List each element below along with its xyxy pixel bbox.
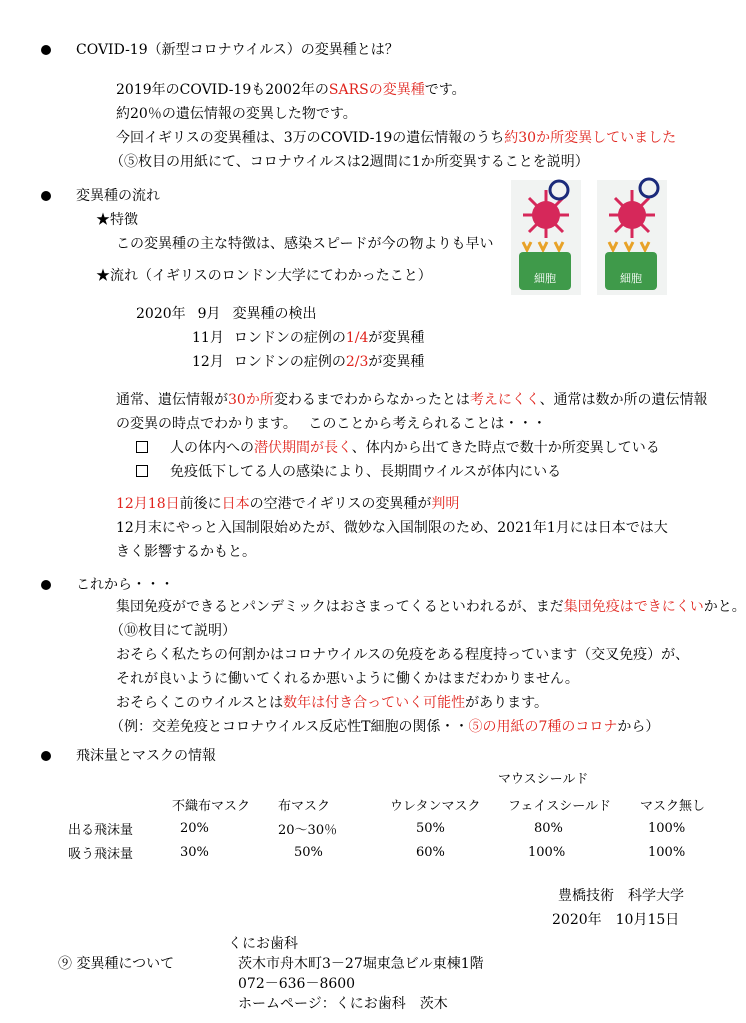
splash-table xyxy=(68,792,705,864)
text-line: おそらくこのウイルスとは数年は付き合っていく可能性があります。 xyxy=(116,695,549,711)
checkbox-square xyxy=(136,441,148,453)
section-heading: 変異種の流れ xyxy=(76,188,160,204)
check-item: 人の体内への潜伏期間が長く、体内から出てきた時点で数十か所変異している xyxy=(136,438,660,458)
virus-illustration-2 xyxy=(597,180,667,295)
clinic-homepage: ホームページ：くにお歯科 茨木 xyxy=(238,996,448,1012)
table-cell: 20～30％ xyxy=(278,822,338,838)
column-header: フェイスシールド xyxy=(508,798,611,814)
bullet xyxy=(41,45,51,55)
column-header: マスク無し xyxy=(640,798,706,814)
text-line: 集団免疫ができるとパンデミックはおさまってくるといわれるが、まだ集団免疫はできにくいかと。 xyxy=(116,599,746,615)
row-label: 出る飛沫量 xyxy=(68,822,134,838)
table-cell: 80% xyxy=(534,820,563,836)
table-cell: 30% xyxy=(180,844,209,860)
table-cell: 20% xyxy=(180,820,209,836)
cell-label: 細胞 xyxy=(534,272,556,285)
row-label: 吸う飛沫量 xyxy=(68,846,134,862)
table-row xyxy=(68,816,705,840)
table-cell: 60% xyxy=(416,844,445,860)
bullet xyxy=(41,191,51,201)
bullet xyxy=(41,751,51,761)
table-header-row xyxy=(68,792,705,816)
date: 2020年 10月15日 xyxy=(552,912,680,928)
text-line: 12月18日前後に日本の空港でイギリスの変異種が判明 xyxy=(116,496,460,512)
section-heading: 飛沫量とマスクの情報 xyxy=(76,748,216,764)
virus-icon xyxy=(597,180,667,295)
checkbox-square xyxy=(136,465,148,477)
column-header: 布マスク xyxy=(278,798,331,814)
table-cell: 100% xyxy=(648,844,686,860)
column-header: 不織布マスク xyxy=(172,798,251,814)
bullet xyxy=(41,580,51,590)
text-line: おそらく私たちの何割かはコロナウイルスの免疫をある程度持っています（交叉免疫）が、 xyxy=(116,647,690,663)
clinic-address: 茨木市舟木町3－27堀東急ビル東棟1階 xyxy=(238,956,484,972)
subheading: ★特徴 xyxy=(96,212,138,228)
table-row xyxy=(68,840,705,864)
text-line: （⑩枚目にて説明） xyxy=(110,623,236,639)
text-line: の変異の時点でわかります。 このことから考えられることは・・・ xyxy=(116,416,547,432)
table-cell: 100% xyxy=(528,844,566,860)
timeline-row: 12月 ロンドンの症例の2/3が変異種 xyxy=(192,354,425,370)
table-cell: 50% xyxy=(416,820,445,836)
timeline-row: 2020年 9月 変異種の検出 xyxy=(136,306,317,322)
clinic-phone: 072－636－8600 xyxy=(238,976,356,992)
source-credit: 豊橋技術 科学大学 xyxy=(558,888,684,904)
table-cell: 100% xyxy=(648,820,686,836)
text-line: 今回イギリスの変異種は、3万のCOVID-19の遺伝情報のうち約30か所変異していました xyxy=(116,130,677,146)
text-line: （例：交差免疫とコロナウイルス反応性T細胞の関係・・⑤の用紙の7種のコロナから） xyxy=(110,719,660,735)
timeline-row: 11月 ロンドンの症例の1/4が変異種 xyxy=(192,330,425,346)
text-line: それが良いように働いてくれるか悪いように働くかはまだわかりません。 xyxy=(116,671,579,687)
subheading: ★流れ（イギリスのロンドン大学にてわかったこと） xyxy=(96,268,432,284)
cell-label: 細胞 xyxy=(620,272,642,285)
text-line: 2019年のCOVID-19も2002年のSARSの変異種です。 xyxy=(116,82,466,98)
text-line: （⑤枚目の用紙にて、コロナウイルスは2週間に1か所変異することを説明） xyxy=(110,154,589,170)
page-label: ⑨ 変異種について xyxy=(58,956,175,972)
table-cell: 50% xyxy=(294,844,323,860)
virus-icon xyxy=(511,180,581,295)
text-line: 通常、遺伝情報が30か所変わるまでわからなかったとは考えにくく、通常は数か所の遺伝情報 xyxy=(116,392,708,408)
virus-illustration-1 xyxy=(511,180,581,295)
column-header: ウレタンマスク xyxy=(390,798,481,814)
text-line: きく影響するかもと。 xyxy=(116,544,256,560)
section-heading: COVID-19（新型コロナウイルス）の変異種とは？ xyxy=(76,42,399,58)
text-line: 約20％の遺伝情報の変異した物です。 xyxy=(116,106,357,122)
text-line: この変異種の主な特徴は、感染スピードが今の物よりも早い xyxy=(116,236,494,252)
table-extra-header: マウスシールド xyxy=(498,772,589,787)
text-line: 12月末にやっと入国制限始めたが、微妙な入国制限のため、2021年1月には日本では大 xyxy=(116,520,668,536)
clinic-name: くにお歯科 xyxy=(228,936,298,952)
check-item: 免疫低下してる人の感染により、長期間ウイルスが体内にいる xyxy=(136,462,561,482)
section-heading: これから・・・ xyxy=(76,577,174,593)
